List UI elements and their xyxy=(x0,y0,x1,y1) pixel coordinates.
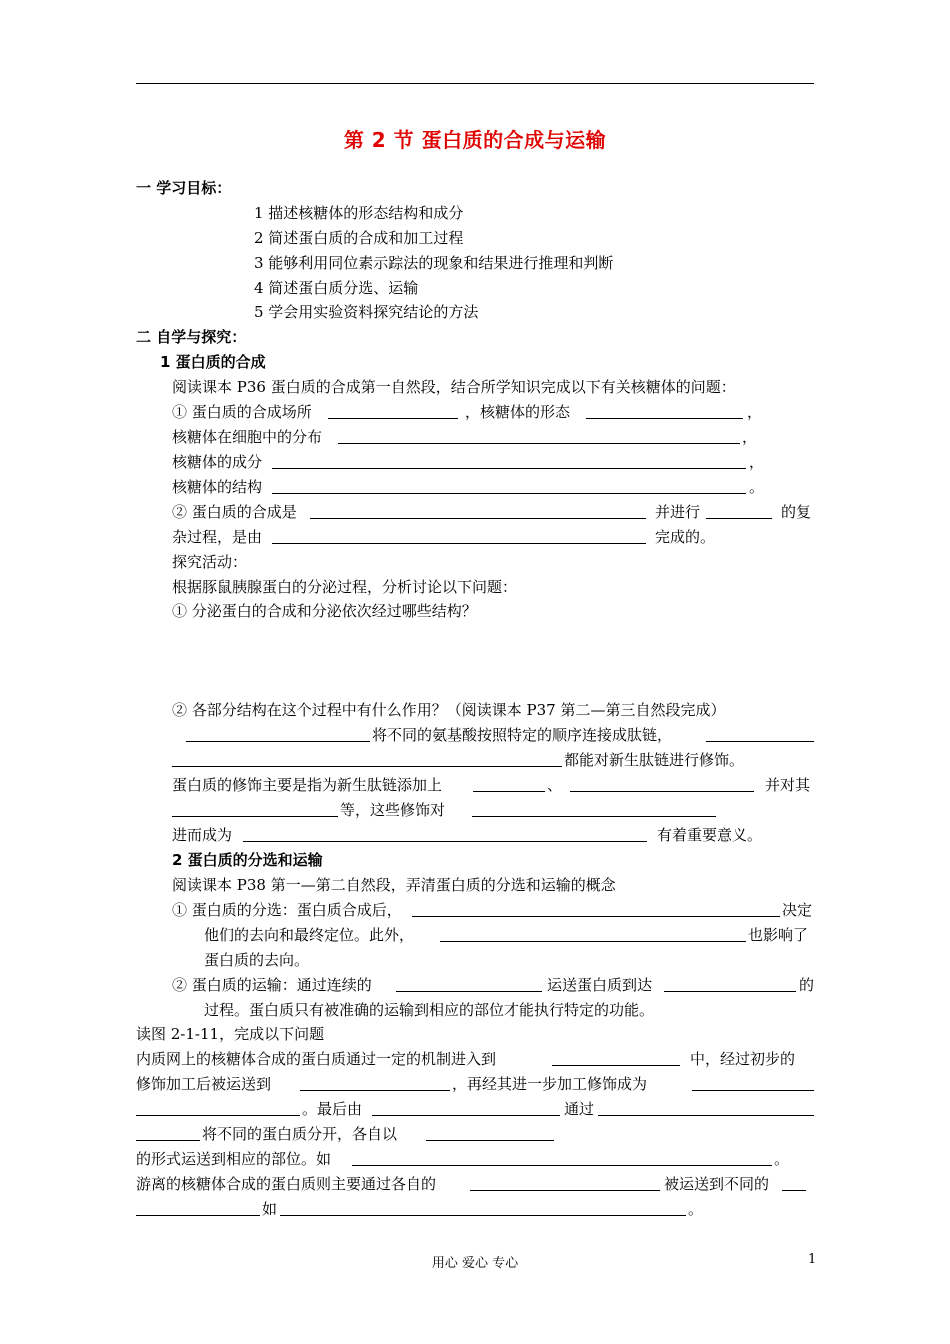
answer-blank[interactable] xyxy=(472,816,716,817)
answer-blank[interactable] xyxy=(272,493,746,494)
question-text: 的形式运送到相应的部位。如 xyxy=(136,1150,332,1168)
answer-blank[interactable] xyxy=(300,1090,450,1091)
question-text: 修饰加工后被运送到 xyxy=(136,1075,272,1093)
question-text: 内质网上的核糖体合成的蛋白质通过一定的机制进入到 xyxy=(136,1050,497,1068)
question-text: 核糖体在细胞中的分布 xyxy=(172,428,323,446)
page-title: 第 2 节 蛋白质的合成与运输 xyxy=(343,128,607,152)
question-text: 核糖体的成分 xyxy=(172,453,263,471)
question-text: 游离的核糖体合成的蛋白质则主要通过各自的 xyxy=(136,1175,437,1193)
goal-item: 5 学会用实验资料探究结论的方法 xyxy=(254,303,479,321)
section-heading-explore: 二 自学与探究： xyxy=(136,328,247,346)
question-text: 将不同的蛋白质分开，各自以 xyxy=(202,1125,398,1143)
section-heading-goals: 一 学习目标： xyxy=(136,179,232,197)
answer-blank[interactable] xyxy=(272,543,646,544)
question-text: ② 蛋白质的运输：通过连续的 xyxy=(172,976,372,994)
goal-item: 3 能够利用同位素示踪法的现象和结果进行推理和判断 xyxy=(254,254,614,272)
question-text: 进而成为 xyxy=(172,826,233,844)
question-text: 决定 xyxy=(782,901,813,919)
question-text: ② 蛋白质的合成是 xyxy=(172,503,297,521)
answer-blank[interactable] xyxy=(328,418,458,419)
answer-blank[interactable] xyxy=(706,518,772,519)
instruction-text: 阅读课本 P38 第一—第二自然段，弄清蛋白质的分选和运输的概念 xyxy=(172,876,616,894)
activity-question: ① 分泌蛋白的合成和分泌依次经过哪些结构？ xyxy=(172,602,477,620)
question-text: 通过 xyxy=(564,1100,595,1118)
answer-blank[interactable] xyxy=(310,518,646,519)
question-text: 如 xyxy=(262,1200,278,1218)
question-text: 完成的。 xyxy=(655,528,716,546)
question-text: ① 蛋白质的合成场所 xyxy=(172,403,312,421)
answer-blank[interactable] xyxy=(570,791,754,792)
punctuation: 。 xyxy=(749,478,765,496)
answer-blank[interactable] xyxy=(272,468,746,469)
question-text: 过程。蛋白质只有被准确的运输到相应的部位才能执行特定的功能。 xyxy=(204,1001,655,1019)
goal-item: 4 简述蛋白质分选、运输 xyxy=(254,279,419,297)
question-text: 的复 xyxy=(781,503,812,521)
question-text: 有着重要意义。 xyxy=(657,826,763,844)
question-text: 。最后由 xyxy=(302,1100,363,1118)
answer-blank[interactable] xyxy=(473,791,545,792)
answer-blank[interactable] xyxy=(186,741,370,742)
question-text: 将不同的氨基酸按照特定的顺序连接成肽链， xyxy=(372,726,673,744)
question-text: 也影响了 xyxy=(748,926,809,944)
punctuation: 、 xyxy=(547,776,563,794)
answer-blank[interactable] xyxy=(412,916,780,917)
answer-blank[interactable] xyxy=(782,1190,806,1191)
answer-blank[interactable] xyxy=(172,816,338,817)
goal-item: 2 简述蛋白质的合成和加工过程 xyxy=(254,229,464,247)
activity-intro: 根据豚鼠胰腺蛋白的分泌过程，分析讨论以下问题： xyxy=(172,578,518,596)
question-text: 杂过程，是由 xyxy=(172,528,263,546)
answer-blank[interactable] xyxy=(586,418,743,419)
answer-blank[interactable] xyxy=(706,741,814,742)
answer-blank[interactable] xyxy=(172,766,562,767)
answer-blank[interactable] xyxy=(243,841,647,842)
answer-blank[interactable] xyxy=(280,1215,686,1216)
activity-label: 探究活动： xyxy=(172,553,248,571)
answer-blank[interactable] xyxy=(426,1140,554,1141)
answer-blank[interactable] xyxy=(692,1090,814,1091)
question-text: 中，经过初步的 xyxy=(690,1050,796,1068)
answer-blank[interactable] xyxy=(552,1065,680,1066)
answer-blank[interactable] xyxy=(136,1115,300,1116)
question-text: 等，这些修饰对 xyxy=(340,801,446,819)
question-text: 他们的去向和最终定位。此外， xyxy=(204,926,415,944)
page-number: 1 xyxy=(808,1252,817,1267)
question-text: 蛋白质的修饰主要是指为新生肽链添加上 xyxy=(172,776,443,794)
answer-blank[interactable] xyxy=(598,1115,814,1116)
activity-question: ② 各部分结构在这个过程中有什么作用？（阅读课本 P37 第二—第三自然段完成） xyxy=(172,701,726,719)
answer-blank[interactable] xyxy=(338,443,740,444)
punctuation: ， xyxy=(742,428,758,446)
page-footer: 用心 爱心 专心 xyxy=(431,1256,519,1271)
question-text: 并进行 xyxy=(655,503,701,521)
question-text: ，再经其进一步加工修饰成为 xyxy=(452,1075,648,1093)
goal-item: 1 描述核糖体的形态结构和成分 xyxy=(254,204,464,222)
answer-blank[interactable] xyxy=(372,1115,560,1116)
question-text: 蛋白质的去向。 xyxy=(204,951,310,969)
question-text: 被运送到不同的 xyxy=(664,1175,770,1193)
punctuation: ， xyxy=(749,453,765,471)
answer-blank[interactable] xyxy=(664,991,796,992)
answer-blank[interactable] xyxy=(136,1140,200,1141)
header-rule xyxy=(136,83,814,84)
answer-blank[interactable] xyxy=(136,1215,260,1216)
question-text: 并对其 xyxy=(765,776,811,794)
question-text: 的 xyxy=(799,976,815,994)
question-text: ① 蛋白质的分选：蛋白质合成后， xyxy=(172,901,402,919)
answer-blank[interactable] xyxy=(396,991,542,992)
question-text: ，核糖体的形态 xyxy=(465,403,571,421)
punctuation: 。 xyxy=(774,1150,790,1168)
punctuation: 。 xyxy=(688,1200,704,1218)
figure-instruction: 读图 2-1-11，完成以下问题 xyxy=(136,1025,325,1043)
question-text: 核糖体的结构 xyxy=(172,478,263,496)
answer-blank[interactable] xyxy=(440,941,746,942)
answer-blank[interactable] xyxy=(470,1190,660,1191)
answer-blank[interactable] xyxy=(352,1165,772,1166)
question-text: 运送蛋白质到达 xyxy=(547,976,653,994)
instruction-text: 阅读课本 P36 蛋白质的合成第一自然段，结合所学知识完成以下有关核糖体的问题： xyxy=(172,378,736,396)
subsection-heading-synthesis: 1 蛋白质的合成 xyxy=(160,353,266,371)
punctuation: ， xyxy=(747,403,763,421)
subsection-heading-sorting: 2 蛋白质的分选和运输 xyxy=(172,851,323,869)
question-text: 都能对新生肽链进行修饰。 xyxy=(564,751,745,769)
